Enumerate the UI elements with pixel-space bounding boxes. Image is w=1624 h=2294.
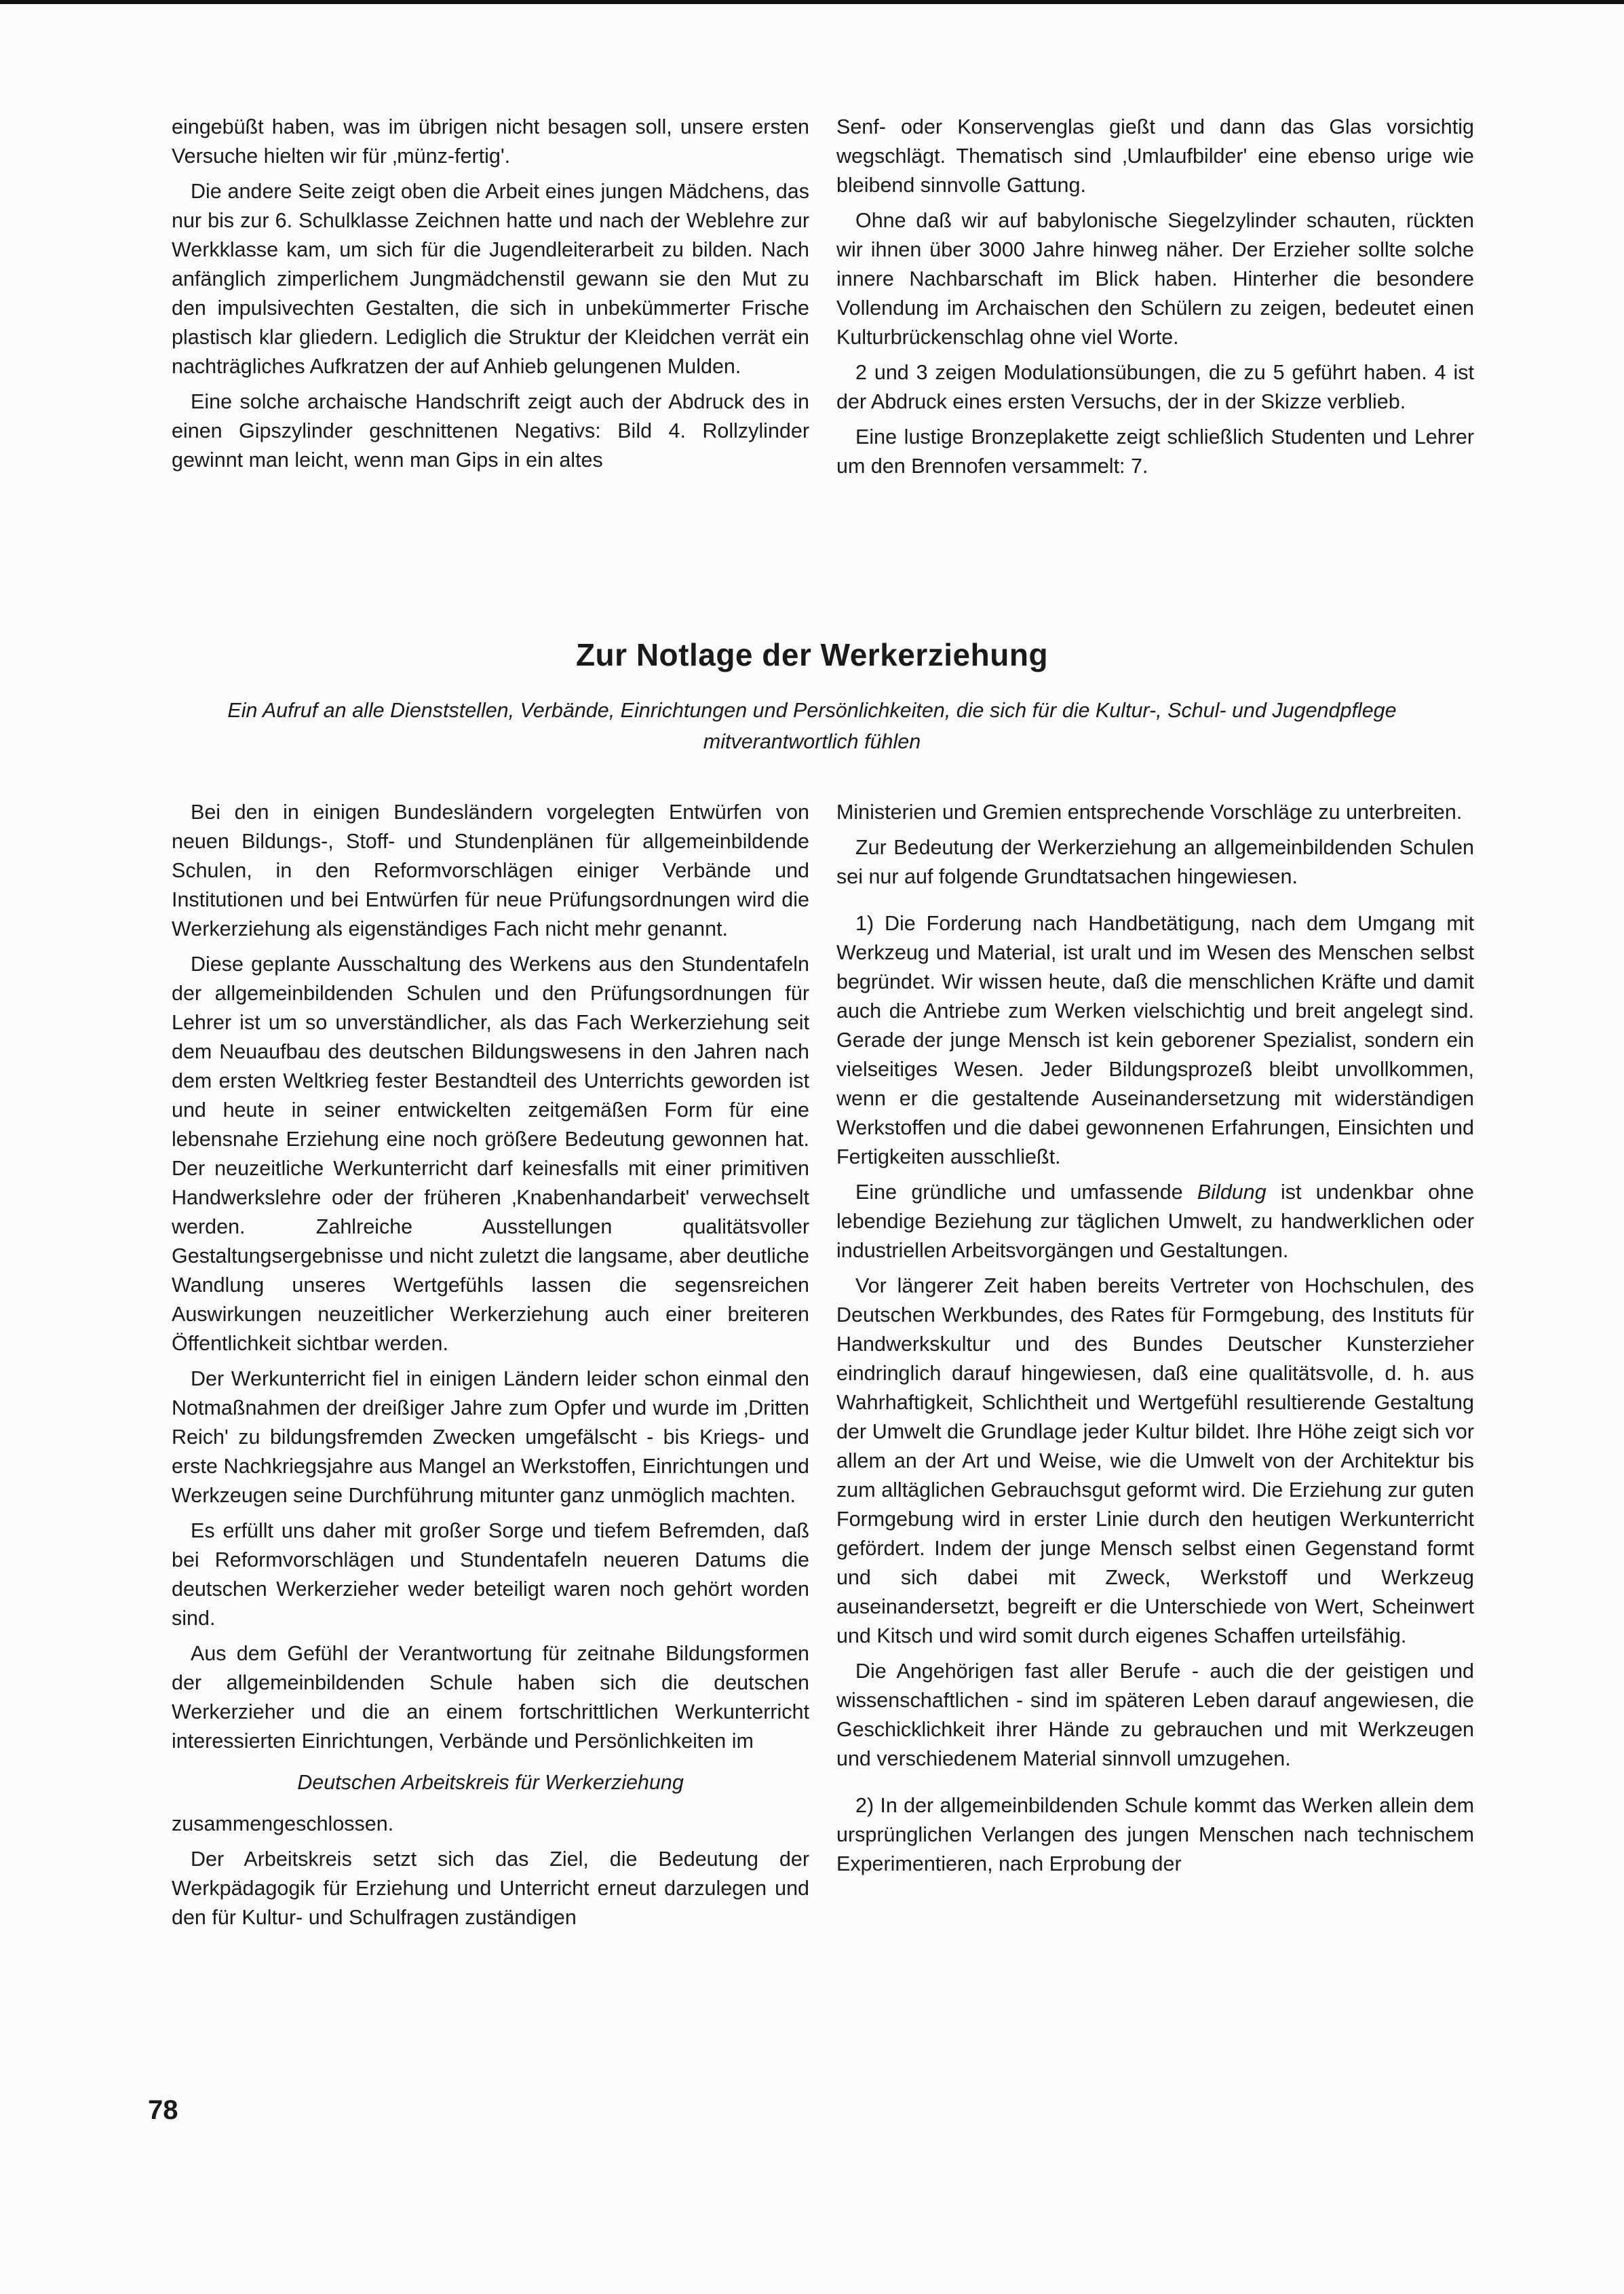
paragraph: Vor längerer Zeit haben bereits Vertreter von Hochschulen, des Deutschen Werkbundes, des Rates für Formgebung, des Instituts für Handwerkskultur und des Bundes Deutscher Kunsterzieher eindringlich darauf hingewiesen, daß eine qualitätsvolle, d. h. aus Wahrhaftigkeit, Schlichtheit und Wertgefühl resultierende Gestaltung der Umwelt die Grundlage jeder Kultur bildet. Ihre Höhe zeigt sich vor allem an der Art und Weise, wie die Umwelt von der Architektur bis zum alltäglichen Gebrauchsgut geformt wird. Die Erziehung zur guten Formgebung wird in erster Linie durch den heutigen Werkunterricht gefördert. Indem der junge Mensch selbst einen Gegenstand formt und sich dabei mit Zweck, Werkstoff und Werkzeug auseinandersetzt, begreift er die Unterschiede von Wert, Scheinwert und Kitsch und wird somit durch eigenes Schaffen urteilsfähig.	[836, 1274, 1474, 1647]
article-right-column	[836, 798, 1474, 1885]
paragraph: Ohne daß wir auf babylonische Siegelzylinder schauten, rückten wir ihnen über 3000 Jahre hinweg näher. Der Erzieher sollte solche innere Nachbarschaft im Blick haben. Hinterher die besondere Vollendung im Archaischen den Schülern zu zeigen, bedeutet einen Kulturbrückenschlag ohne viel Worte.	[836, 209, 1474, 349]
article-subtitle: Ein Aufruf an alle Dienststellen, Verbände, Einrichtungen und Persönlichkeiten, die sich für die Kultur-, Schul- und Jugendpflege mitverantwortlich fühlen	[227, 699, 1397, 753]
paragraph: Zur Bedeutung der Werkerziehung an allgemeinbildenden Schulen sei nur auf folgende Grundtatsachen hingewiesen.	[836, 836, 1474, 888]
paragraph: 1) Die Forderung nach Handbetätigung, nach dem Umgang mit Werkzeug und Material, ist uralt und im Wesen des Menschen selbst begründet. Wir wissen heute, daß die menschlichen Kräfte und damit auch die Antriebe zum Werken vielschichtig und breit angelegt sind. Gerade der junge Mensch ist kein geborener Spezialist, sondern ein vielseitiges Wesen. Jeder Bildungsprozeß bleibt unvollkommen, wenn er die gestaltende Auseinandersetzung mit widerständigen Werkstoffen und die dabei gewonnenen Erfahrungen, Einsichten und Fertigkeiten ausschließt.	[836, 912, 1474, 1168]
organization-name: Deutschen Arbeitskreis für Werkerziehung	[297, 1771, 684, 1794]
paragraph: Die andere Seite zeigt oben die Arbeit eines jungen Mädchens, das nur bis zur 6. Schulklasse Zeichnen hatte und nach der Weblehre zur Werkklasse kam, um sich für die Jugendleiterarbeit zu bilden. Nach anfänglich zimperlichem Jungmädchenstil gewann sie den Mut zu den impulsivechten Gestalten, die sich in unbekümmerter Frische plastisch klar gliedern. Lediglich die Struktur der Kleidchen verrät ein nachträgliches Aufkratzen der auf Anhieb gelungenen Mulden.	[172, 180, 809, 378]
paragraph: Die Angehörigen fast aller Berufe - auch die der geistigen und wissenschaftlichen - sind im späteren Leben darauf angewiesen, die Geschicklichkeit ihrer Hände zu gebrauchen und mit Werkzeugen und verschiedenem Material sinnvoll umzugehen.	[836, 1660, 1474, 1770]
text-run: Eine gründliche und umfassende	[855, 1181, 1197, 1204]
paragraph: Ministerien und Gremien entsprechende Vorschläge zu unterbreiten.	[836, 801, 1463, 824]
paragraph: Der Arbeitskreis setzt sich das Ziel, die Bedeutung der Werkpädagogik für Erziehung und Unterricht erneut darzulegen und den für Kultur- und Schulfragen zuständigen	[172, 1848, 809, 1929]
paragraph: 2) In der allgemeinbildenden Schule kommt das Werken allein dem ursprünglichen Verlangen des jungen Menschen nach technischem Experimentieren, nach Erprobung der	[836, 1794, 1474, 1875]
paragraph	[836, 1178, 1474, 1265]
article-left-column	[172, 798, 809, 1938]
paragraph: Diese geplante Ausschaltung des Werkens aus den Stundentafeln der allgemeinbildenden Schulen und den Prüfungsordnungen für Lehrer ist um so unverständlicher, als das Fach Werkerziehung seit dem Neuaufbau des deutschen Bildungswesens in den Jahren nach dem ersten Weltkrieg fester Bestandteil des Unterrichts geworden ist und heute in seiner entwickelten zeitgemäßen Form für eine lebensnahe Erziehung eine noch größere Bedeutung gewonnen hat. Der neuzeitliche Werkunterricht darf keinesfalls mit einer primitiven Handwerkslehre oder der früheren ‚Knabenhandarbeit' verwechselt werden. Zahlreiche Ausstellungen qualitätsvoller Gestaltungsergebnisse und nicht zuletzt die langsame, aber deutliche Wandlung unseres Wertgefühls lassen die segensreichen Auswirkungen neuzeitlicher Werkerziehung auch einer breiteren Öffentlichkeit sichtbar werden.	[172, 953, 809, 1355]
paragraph: Der Werkunterricht fiel in einigen Ländern leider schon einmal den Notmaßnahmen der dreißiger Jahre zum Opfer und wurde im ‚Dritten Reich' zu bildungsfremden Zwecken umgefälscht - bis Kriegs- und erste Nachkriegsjahre aus Mangel an Werkstoffen, Einrichtungen und Werkzeugen seine Durchführung mitunter ganz unmöglich machten.	[172, 1367, 809, 1507]
paragraph: Eine lustige Bronzeplakette zeigt schließlich Studenten und Lehrer um den Brennofen versammelt: 7.	[836, 425, 1474, 478]
paragraph: Aus dem Gefühl der Verantwortung für zeitnahe Bildungsformen der allgemeinbildenden Schule haben sich die deutschen Werkerzieher und die an einem fortschrittlichen Werkunterricht interessierten Einrichtungen, Verbände und Persönlichkeiten im	[172, 1642, 809, 1753]
top-border-rule	[0, 0, 1624, 4]
paragraph: Bei den in einigen Bundesländern vorgelegten Entwürfen von neuen Bildungs-, Stoff- und Stundenplänen für allgemeinbildende Schulen, in den Reformvorschlägen einiger Verbände und Institutionen und bei Entwürfen für neue Prüfungsordnungen wird die Werkerziehung als eigenständiges Fach nicht mehr genannt.	[172, 801, 809, 940]
top-left-column	[172, 113, 809, 481]
article-title: Zur Notlage der Werkerziehung	[575, 637, 1049, 672]
paragraph: Senf- oder Konservenglas gießt und dann das Glas vorsichtig wegschlägt. Thematisch sind ‚Umlaufbilder' eine ebenso urige wie bleibend sinnvolle Gattung.	[836, 115, 1474, 197]
page-number: 78	[148, 2095, 178, 2125]
paragraph: 2 und 3 zeigen Modulationsübungen, die zu 5 geführt haben. 4 ist der Abdruck eines ersten Versuchs, der in der Skizze verblieb.	[836, 361, 1474, 413]
paragraph: zusammengeschlossen.	[172, 1812, 394, 1835]
paragraph: eingebüßt haben, was im übrigen nicht besagen soll, unsere ersten Versuche hielten wir für ‚münz-fertig'.	[172, 115, 809, 168]
text-run: ist undenkbar ohne lebendige Beziehung zur täglichen Umwelt, zu handwerklichen oder industriellen Arbeitsvorgängen und Gestaltungen.	[836, 1181, 1474, 1262]
top-right-column	[836, 113, 1474, 487]
emphasis: Bildung	[1197, 1181, 1267, 1204]
paragraph: Es erfüllt uns daher mit großer Sorge und tiefem Befremden, daß bei Reformvorschlägen und Stundentafeln neueren Datums die deutschen Werkerzieher weder beteiligt waren noch gehört worden sind.	[172, 1519, 809, 1630]
paragraph: Eine solche archaische Handschrift zeigt auch der Abdruck des in einen Gipszylinder geschnittenen Negativs: Bild 4. Rollzylinder gewinnt man leicht, wenn man Gips in ein altes	[172, 390, 809, 472]
